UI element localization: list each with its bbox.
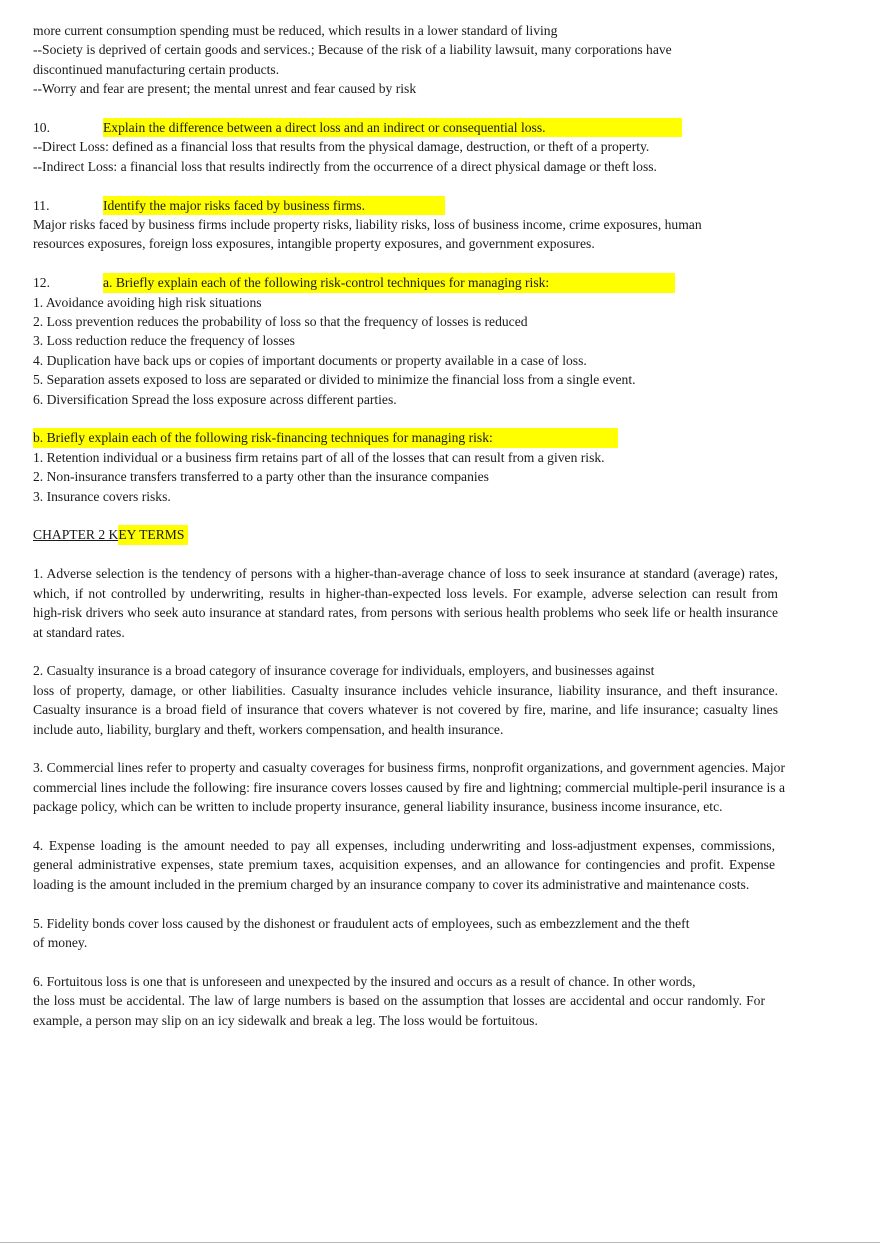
key-term-casualty-insurance: loss of property, damage, or other liabilities. Casualty insurance includes vehicle insurance, liability insurance, and theft insurance. Casualty insurance is a broad field of insurance that covers whatever is not covered by fire, marine, and life insurance; casualty lines include auto, liability, burglary and theft, workers compensation, and health insurance.: [33, 682, 778, 737]
intro-line-1: more current consumption spending must be reduced, which results in a lower standard of living: [33, 23, 558, 38]
answer-12a-item-4: 4. Duplication have back ups or copies of important documents or property available in a case of loss.: [33, 352, 587, 368]
answer-12b-item-1: 1. Retention individual or a business firm retains part of all of the losses that can result from a given risk.: [33, 449, 605, 465]
spacer: [33, 952, 793, 971]
page-bottom-rule: [0, 1242, 880, 1243]
chapter-heading: [33, 525, 793, 544]
intro-line-2: --Society is deprived of certain goods and services.; Because of the risk of a liability lawsuit, many corporations have: [33, 42, 672, 58]
key-term-expense-loading: 4. Expense loading is the amount needed to pay all expenses, including underwriting and loss-adjustment expenses, commissions, general administrative expenses, state premium taxes, acquisition expenses, and an allowance for contingencies and profit. Expense loading is the amount included in the premium charged by an insurance company to cover its administrative and maintenance costs.: [33, 837, 775, 892]
answer-12a-item-1: 1. Avoidance avoiding high risk situations: [33, 294, 262, 310]
key-term-adverse-selection: 1. Adverse selection is the tendency of persons with a higher-than-average chance of loss to seek insurance at standard (average) rates, which, if not controlled by underwriting, results in higher-than-expected loss levels. For example, adverse selection can result from high-risk drivers who seek auto insurance at standard rates, from persons with serious health problems who seek life or health insurance at standard rates.: [33, 566, 778, 640]
key-term-commercial-lines: 3. Commercial lines refer to property and casualty coverages for business firms, nonprofit organizations, and government agencies. Major commercial lines include the following: fire insurance covers losses caused by fire and lightning; commercial multiple-peril insurance is a package policy, which can be written to include property insurance, general liability insurance, business income insurance, etc.: [33, 760, 785, 815]
document-page: [33, 21, 793, 1030]
question-10-text: Explain the difference between a direct loss and an indirect or consequential loss.: [103, 118, 682, 137]
chapter-heading-plain: CHAPTER 2 K: [33, 527, 119, 543]
answer-10-line-1: --Direct Loss: defined as a financial loss that results from the physical damage, destruction, or theft of a property.: [33, 139, 650, 155]
spacer: [33, 506, 793, 525]
question-10-number: 10.: [33, 120, 50, 136]
intro-line-4: --Worry and fear are present; the mental unrest and fear caused by risk: [33, 81, 417, 97]
question-12-number: 12.: [33, 275, 50, 291]
key-term-fidelity-bonds-first: 5. Fidelity bonds cover loss caused by the dishonest or fraudulent acts of employees, such as embezzlement and the theft: [33, 915, 690, 931]
chapter-heading-highlight: EY TERMS: [118, 525, 188, 544]
question-12a-text: a. Briefly explain each of the following risk-control techniques for managing risk:: [103, 273, 675, 292]
spacer: [33, 894, 793, 913]
answer-12a-item-5: 5. Separation assets exposed to loss are separated or divided to minimize the financial loss from a single event.: [33, 372, 636, 388]
spacer: [33, 176, 793, 195]
answer-12b-item-2: 2. Non-insurance transfers transferred to a party other than the insurance companies: [33, 469, 489, 485]
answer-11-line-1: Major risks faced by business firms include property risks, liability risks, loss of business income, crime exposures, human: [33, 217, 702, 233]
answer-11-line-2: resources exposures, foreign loss exposures, intangible property exposures, and government exposures.: [33, 236, 595, 252]
spacer: [33, 254, 793, 273]
key-term-fortuitous-loss-first: 6. Fortuitous loss is one that is unforeseen and unexpected by the insured and occurs as a result of chance. In other words,: [33, 973, 696, 989]
key-term-fortuitous-loss: the loss must be accidental. The law of large numbers is based on the assumption that losses are accidental and occur randomly. For example, a person may slip on an icy sidewalk and break a leg. The loss would be fortuitous.: [33, 993, 765, 1028]
spacer: [33, 739, 793, 758]
question-12: [33, 273, 793, 292]
question-12b-text: b. Briefly explain each of the following risk-financing techniques for managing risk:: [33, 428, 618, 447]
question-11: [33, 196, 793, 215]
answer-12a-item-2: 2. Loss prevention reduces the probability of loss so that the frequency of losses is reduced: [33, 314, 528, 330]
answer-12a-item-6: 6. Diversification Spread the loss exposure across different parties.: [33, 391, 397, 407]
key-term-casualty-insurance-first: 2. Casualty insurance is a broad category of insurance coverage for individuals, employers, and businesses against: [33, 663, 655, 679]
question-10: [33, 118, 793, 137]
answer-12a-item-3: 3. Loss reduction reduce the frequency of losses: [33, 333, 295, 349]
spacer: [33, 99, 793, 118]
question-11-number: 11.: [33, 197, 50, 213]
key-term-fidelity-bonds: of money.: [33, 934, 88, 950]
spacer: [33, 545, 793, 564]
spacer: [33, 642, 793, 661]
answer-12b-item-3: 3. Insurance covers risks.: [33, 488, 171, 504]
answer-10-line-2: --Indirect Loss: a financial loss that results indirectly from the occurrence of a direct physical damage or theft loss.: [33, 158, 657, 174]
spacer: [33, 409, 793, 428]
spacer: [33, 817, 793, 836]
question-11-text: Identify the major risks faced by business firms.: [103, 196, 445, 215]
intro-line-3: discontinued manufacturing certain products.: [33, 61, 280, 77]
